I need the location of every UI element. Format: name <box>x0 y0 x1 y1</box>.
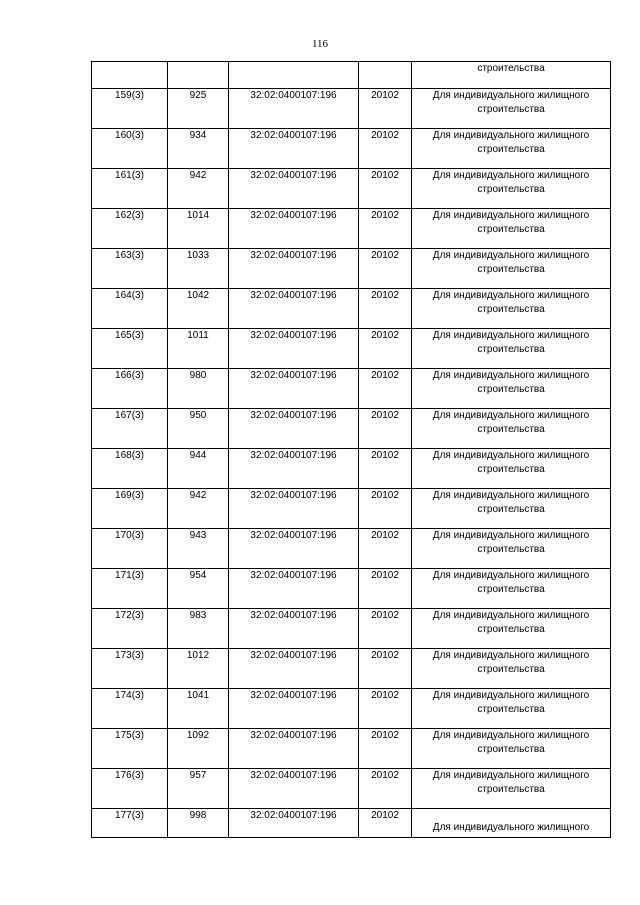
cell-cadastral-number: 32:02:0400107:196 <box>229 609 359 649</box>
cell-cadastral-number: 32:02:0400107:196 <box>229 449 359 489</box>
permitted-use-line-1: Для индивидуального жилищного <box>432 330 590 341</box>
cell-permitted-use <box>412 449 611 489</box>
permitted-use-line-1: Для индивидуального жилищного <box>432 730 590 741</box>
cell-cadastral-number <box>229 62 359 89</box>
cell-plot-number: 175(3) <box>92 729 168 769</box>
cell-plot-number: 173(3) <box>92 649 168 689</box>
cell-code: 20102 <box>359 449 412 489</box>
permitted-use-line-1: Для индивидуального жилищного <box>432 490 590 501</box>
table-row <box>92 809 611 838</box>
permitted-use-line-1: Для индивидуального жилищного <box>432 410 590 421</box>
cell-plot-number: 163(3) <box>92 249 168 289</box>
cell-plot-number: 160(3) <box>92 129 168 169</box>
cell-permitted-use <box>412 809 611 838</box>
cell-area: 1014 <box>168 209 229 249</box>
cell-area: 957 <box>168 769 229 809</box>
cell-area <box>168 62 229 89</box>
cell-area: 983 <box>168 609 229 649</box>
cell-area: 942 <box>168 169 229 209</box>
permitted-use-line-2: строительства <box>477 744 545 755</box>
cell-area: 942 <box>168 489 229 529</box>
table-row <box>92 89 611 129</box>
cell-cadastral-number: 32:02:0400107:196 <box>229 769 359 809</box>
permitted-use-line-2: строительства <box>477 504 545 515</box>
cell-code: 20102 <box>359 569 412 609</box>
cell-permitted-use <box>412 529 611 569</box>
cell-code: 20102 <box>359 369 412 409</box>
permitted-use-line-2: строительства <box>477 144 545 155</box>
permitted-use-line-1: Для индивидуального жилищного <box>432 650 590 661</box>
table-row <box>92 569 611 609</box>
cell-area: 1042 <box>168 289 229 329</box>
cell-code: 20102 <box>359 649 412 689</box>
permitted-use-line-1: Для индивидуального жилищного <box>432 570 590 581</box>
permitted-use-line-1: Для индивидуального жилищного <box>432 530 590 541</box>
permitted-use-line-2: строительства <box>477 264 545 275</box>
table-row <box>92 729 611 769</box>
land-plots-table <box>91 61 611 838</box>
table-row <box>92 769 611 809</box>
cell-cadastral-number: 32:02:0400107:196 <box>229 409 359 449</box>
cell-permitted-use <box>412 209 611 249</box>
cell-code: 20102 <box>359 529 412 569</box>
table-row <box>92 529 611 569</box>
cell-cadastral-number: 32:02:0400107:196 <box>229 689 359 729</box>
cell-area: 998 <box>168 809 229 838</box>
cell-area: 934 <box>168 129 229 169</box>
cell-permitted-use <box>412 169 611 209</box>
permitted-use-line-2: строительства <box>477 664 545 675</box>
cell-permitted-use <box>412 569 611 609</box>
cell-cadastral-number: 32:02:0400107:196 <box>229 569 359 609</box>
cell-plot-number: 162(3) <box>92 209 168 249</box>
permitted-use-text: строительства <box>477 63 545 74</box>
cell-permitted-use <box>412 369 611 409</box>
cell-plot-number: 168(3) <box>92 449 168 489</box>
cell-code: 20102 <box>359 249 412 289</box>
permitted-use-line-2: строительства <box>477 184 545 195</box>
cell-permitted-use <box>412 689 611 729</box>
cell-code: 20102 <box>359 169 412 209</box>
permitted-use-line-2: строительства <box>477 384 545 395</box>
cell-code: 20102 <box>359 489 412 529</box>
cell-code: 20102 <box>359 129 412 169</box>
cell-permitted-use <box>412 89 611 129</box>
cell-area: 1033 <box>168 249 229 289</box>
cell-cadastral-number: 32:02:0400107:196 <box>229 169 359 209</box>
cell-code: 20102 <box>359 89 412 129</box>
permitted-use-line-2: строительства <box>477 584 545 595</box>
cell-permitted-use <box>412 489 611 529</box>
cell-area: 1011 <box>168 329 229 369</box>
cell-code: 20102 <box>359 209 412 249</box>
cell-plot-number: 161(3) <box>92 169 168 209</box>
permitted-use-line-1: Для индивидуального жилищного <box>432 170 590 181</box>
cell-plot-number: 159(3) <box>92 89 168 129</box>
table-row <box>92 329 611 369</box>
cell-code: 20102 <box>359 409 412 449</box>
permitted-use-line-1: Для индивидуального жилищного <box>432 290 590 301</box>
table-row <box>92 249 611 289</box>
cell-area: 1012 <box>168 649 229 689</box>
permitted-use-line-2: строительства <box>477 704 545 715</box>
permitted-use-line-1: Для индивидуального жилищного <box>432 450 590 461</box>
permitted-use-line-1: Для индивидуального жилищного <box>432 690 590 701</box>
cell-cadastral-number: 32:02:0400107:196 <box>229 89 359 129</box>
permitted-use-line-2: строительства <box>477 624 545 635</box>
table-row <box>92 489 611 529</box>
permitted-use-line-2: строительства <box>477 464 545 475</box>
cell-cadastral-number: 32:02:0400107:196 <box>229 529 359 569</box>
table-row <box>92 409 611 449</box>
cell-plot-number: 169(3) <box>92 489 168 529</box>
cell-cadastral-number: 32:02:0400107:196 <box>229 329 359 369</box>
cell-cadastral-number: 32:02:0400107:196 <box>229 369 359 409</box>
table-row-continuation <box>92 62 611 89</box>
cell-code: 20102 <box>359 329 412 369</box>
cell-plot-number <box>92 62 168 89</box>
cell-cadastral-number: 32:02:0400107:196 <box>229 289 359 329</box>
cell-permitted-use <box>412 329 611 369</box>
cell-cadastral-number: 32:02:0400107:196 <box>229 649 359 689</box>
cell-code: 20102 <box>359 689 412 729</box>
permitted-use-line-1: Для индивидуального жилищного <box>432 90 590 101</box>
permitted-use-line-2: строительства <box>477 424 545 435</box>
table-row <box>92 649 611 689</box>
cell-cadastral-number: 32:02:0400107:196 <box>229 129 359 169</box>
cell-permitted-use <box>412 409 611 449</box>
cell-plot-number: 172(3) <box>92 609 168 649</box>
cell-code: 20102 <box>359 289 412 329</box>
cell-area: 950 <box>168 409 229 449</box>
permitted-use-line-2: строительства <box>477 784 545 795</box>
cell-permitted-use <box>412 289 611 329</box>
permitted-use-line-1: Для индивидуального жилищного <box>432 822 590 833</box>
page-number: 116 <box>311 38 329 50</box>
table-row <box>92 689 611 729</box>
permitted-use-line-1: Для индивидуального жилищного <box>432 610 590 621</box>
permitted-use-line-1: Для индивидуального жилищного <box>432 250 590 261</box>
cell-code <box>359 62 412 89</box>
cell-code: 20102 <box>359 609 412 649</box>
permitted-use-line-2: строительства <box>477 104 545 115</box>
cell-plot-number: 170(3) <box>92 529 168 569</box>
cell-plot-number: 164(3) <box>92 289 168 329</box>
cell-cadastral-number: 32:02:0400107:196 <box>229 209 359 249</box>
cell-plot-number: 174(3) <box>92 689 168 729</box>
permitted-use-line-2: строительства <box>477 304 545 315</box>
cell-plot-number: 177(3) <box>92 809 168 838</box>
cell-plot-number: 166(3) <box>92 369 168 409</box>
table-row <box>92 169 611 209</box>
cell-area: 925 <box>168 89 229 129</box>
cell-permitted-use <box>412 649 611 689</box>
cell-cadastral-number: 32:02:0400107:196 <box>229 489 359 529</box>
cell-area: 1041 <box>168 689 229 729</box>
cell-permitted-use <box>412 609 611 649</box>
table-row <box>92 369 611 409</box>
permitted-use-line-2: строительства <box>477 224 545 235</box>
cell-plot-number: 165(3) <box>92 329 168 369</box>
cell-area: 954 <box>168 569 229 609</box>
permitted-use-line-2: строительства <box>477 344 545 355</box>
permitted-use-line-1: Для индивидуального жилищного <box>432 370 590 381</box>
cell-code: 20102 <box>359 809 412 838</box>
permitted-use-line-1: Для индивидуального жилищного <box>432 770 590 781</box>
cell-area: 980 <box>168 369 229 409</box>
permitted-use-line-1: Для индивидуального жилищного <box>432 130 590 141</box>
cell-permitted-use <box>412 729 611 769</box>
table-row <box>92 209 611 249</box>
permitted-use-line-2: строительства <box>477 544 545 555</box>
cell-area: 944 <box>168 449 229 489</box>
table-row <box>92 289 611 329</box>
permitted-use-line-1: Для индивидуального жилищного <box>432 210 590 221</box>
table-row <box>92 449 611 489</box>
table-row <box>92 129 611 169</box>
cell-code: 20102 <box>359 769 412 809</box>
cell-plot-number: 176(3) <box>92 769 168 809</box>
cell-permitted-use <box>412 129 611 169</box>
cell-cadastral-number: 32:02:0400107:196 <box>229 729 359 769</box>
cell-plot-number: 171(3) <box>92 569 168 609</box>
cell-area: 1092 <box>168 729 229 769</box>
cell-code: 20102 <box>359 729 412 769</box>
cell-cadastral-number: 32:02:0400107:196 <box>229 249 359 289</box>
cell-cadastral-number: 32:02:0400107:196 <box>229 809 359 838</box>
cell-permitted-use <box>412 769 611 809</box>
table-row <box>92 609 611 649</box>
cell-permitted-use <box>412 62 611 89</box>
cell-permitted-use <box>412 249 611 289</box>
cell-plot-number: 167(3) <box>92 409 168 449</box>
cell-area: 943 <box>168 529 229 569</box>
